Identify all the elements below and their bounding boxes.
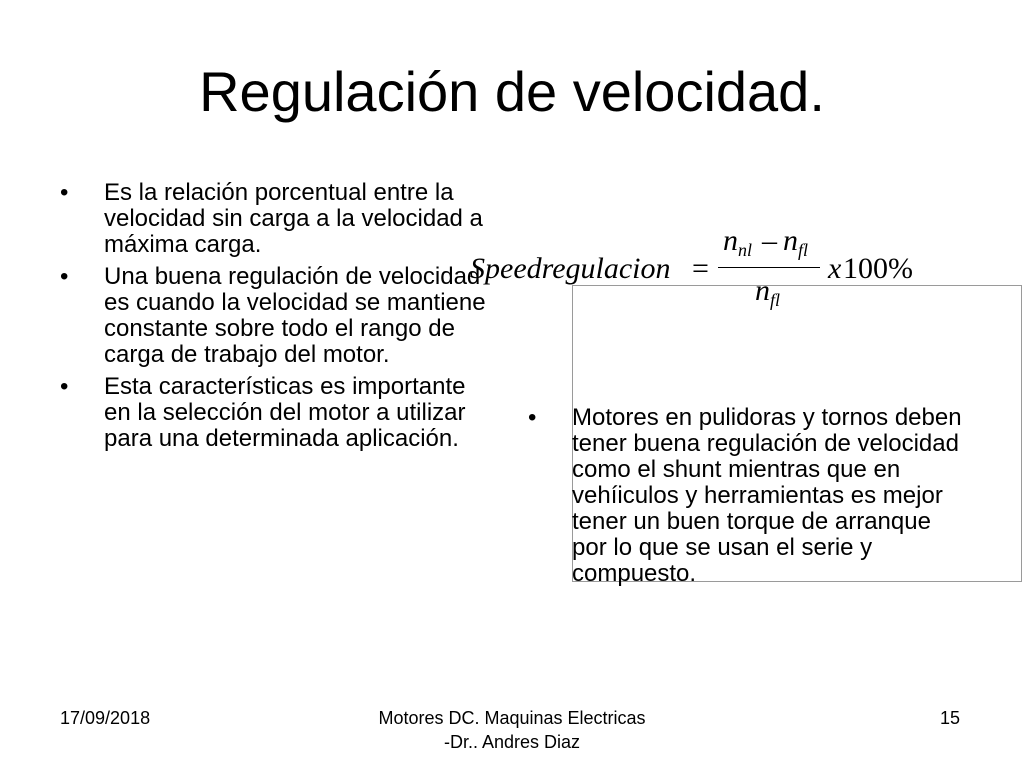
slide-title: Regulación de velocidad. — [199, 60, 825, 123]
bullet-text: Motores en pulidoras y tornos deben tener buena regulación de velocidad como el shunt mientras que en vehíiculos y herramientas es mejor tener un buen torque de arranque por lo que se usan el serie y compuesto. — [572, 404, 962, 587]
formula-numerator-a: $n_{nl}$ — [723, 224, 753, 260]
fraction-bar — [718, 267, 820, 268]
bullet-text: Esta características es importante en la selección del motor a utilizar para una determinada aplicación. — [104, 373, 466, 452]
bullet-item — [60, 180, 490, 258]
formula-denominator: $n_{fl}$ — [755, 274, 781, 310]
formula-minus: – — [762, 224, 777, 257]
bullet-item — [528, 405, 968, 587]
bullet-dot-icon: • — [528, 404, 537, 431]
bullet-item — [60, 264, 490, 368]
formula-multiplier: x — [828, 252, 842, 285]
footer-date: 17/09/2018 — [60, 708, 151, 728]
bullet-dot-icon: • — [60, 179, 69, 206]
footer-title — [0, 706, 1024, 754]
bullet-dot-icon: • — [60, 263, 69, 290]
bullet-dot-icon: • — [60, 373, 69, 400]
formula-numerator-b: $n_{fl}$ — [783, 224, 809, 260]
bullet-text: Una buena regulación de velocidad es cuando la velocidad se mantiene constante sobre todo el rango de carga de trabajo del motor. — [104, 263, 486, 368]
bullet-item — [60, 374, 490, 452]
left-bullet-list — [60, 180, 490, 458]
formula-lhs: Speedregulacion — [470, 252, 671, 285]
formula-percent: 100% — [843, 252, 913, 285]
footer-page-number: 15 — [940, 708, 961, 728]
footer-title-line2: -Dr.. Andres Diaz — [443, 732, 581, 752]
footer-title-line1: Motores DC. Maquinas Electricas — [378, 708, 646, 728]
speed-regulation-formula — [470, 222, 930, 322]
bullet-text: Es la relación porcentual entre la velocidad sin carga a la velocidad a máxima carga. — [104, 179, 483, 258]
right-bullet-list — [528, 405, 968, 593]
formula-equals: = — [692, 252, 709, 285]
